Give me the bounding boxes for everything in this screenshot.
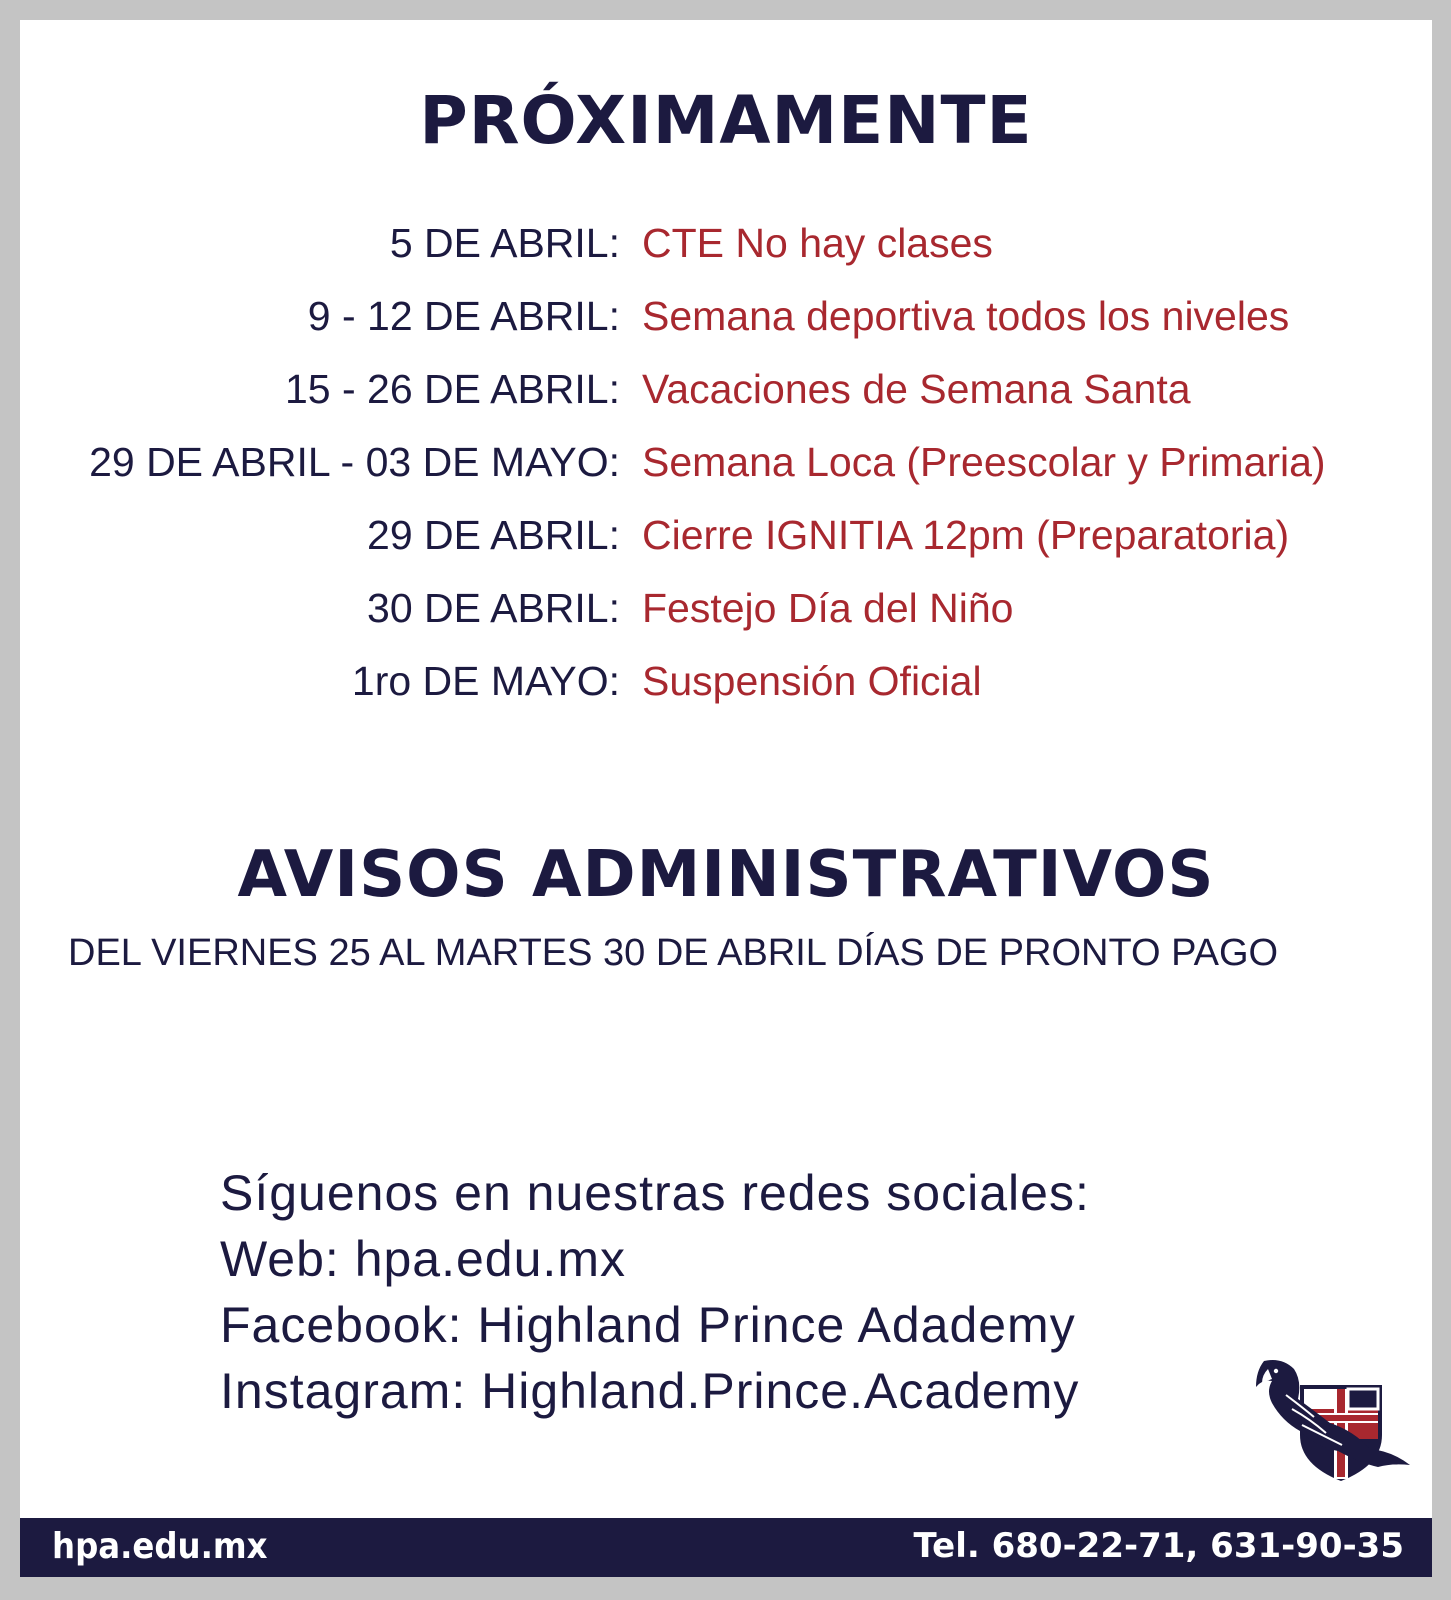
- admin-notices-title: AVISOS ADMINISTRATIVOS: [237, 838, 1215, 912]
- event-date: 29 DE ABRIL:: [367, 512, 620, 558]
- social-section: [220, 1160, 1090, 1424]
- event-description: Vacaciones de Semana Santa: [642, 366, 1191, 412]
- event-date: 30 DE ABRIL:: [367, 585, 620, 631]
- footer-bar: [20, 1518, 1432, 1577]
- list-item: [20, 220, 1432, 280]
- social-heading: Síguenos en nuestras redes sociales:: [220, 1165, 1090, 1221]
- list-item: [20, 658, 1432, 718]
- event-description: Suspensión Oficial: [642, 658, 982, 704]
- announcement-card: [20, 20, 1432, 1577]
- list-item: [20, 439, 1432, 499]
- event-date: 15 - 26 DE ABRIL:: [284, 366, 620, 412]
- list-item: [20, 512, 1432, 572]
- footer-phone: Tel. 680-22-71, 631-90-35: [913, 1526, 1404, 1566]
- event-description: Festejo Día del Niño: [642, 585, 1014, 631]
- footer-website: hpa.edu.mx: [52, 1526, 268, 1567]
- list-item: [20, 585, 1432, 645]
- event-description: CTE No hay clases: [642, 220, 993, 266]
- admin-notice-text: DEL VIERNES 25 AL MARTES 30 DE ABRIL DÍAS DE PRONTO PAGO: [68, 932, 1279, 974]
- event-date: 1ro DE MAYO:: [351, 658, 620, 704]
- social-facebook: Facebook: Highland Prince Adademy: [220, 1297, 1076, 1353]
- list-item: [20, 293, 1432, 353]
- event-date: 5 DE ABRIL:: [389, 220, 620, 266]
- event-date: 9 - 12 DE ABRIL:: [307, 293, 620, 339]
- list-item: [20, 366, 1432, 426]
- event-description: Semana Loca (Preescolar y Primaria): [642, 439, 1326, 485]
- social-instagram: Instagram: Highland.Prince.Academy: [220, 1363, 1080, 1419]
- event-description: Cierre IGNITIA 12pm (Preparatoria): [642, 512, 1290, 558]
- event-date: 29 DE ABRIL - 03 DE MAYO:: [89, 439, 620, 485]
- event-description: Semana deportiva todos los niveles: [642, 293, 1290, 339]
- social-web: Web: hpa.edu.mx: [220, 1231, 626, 1287]
- page-title: PRÓXIMAMENTE: [419, 82, 1033, 159]
- eagle-crest-logo: [1242, 1355, 1412, 1485]
